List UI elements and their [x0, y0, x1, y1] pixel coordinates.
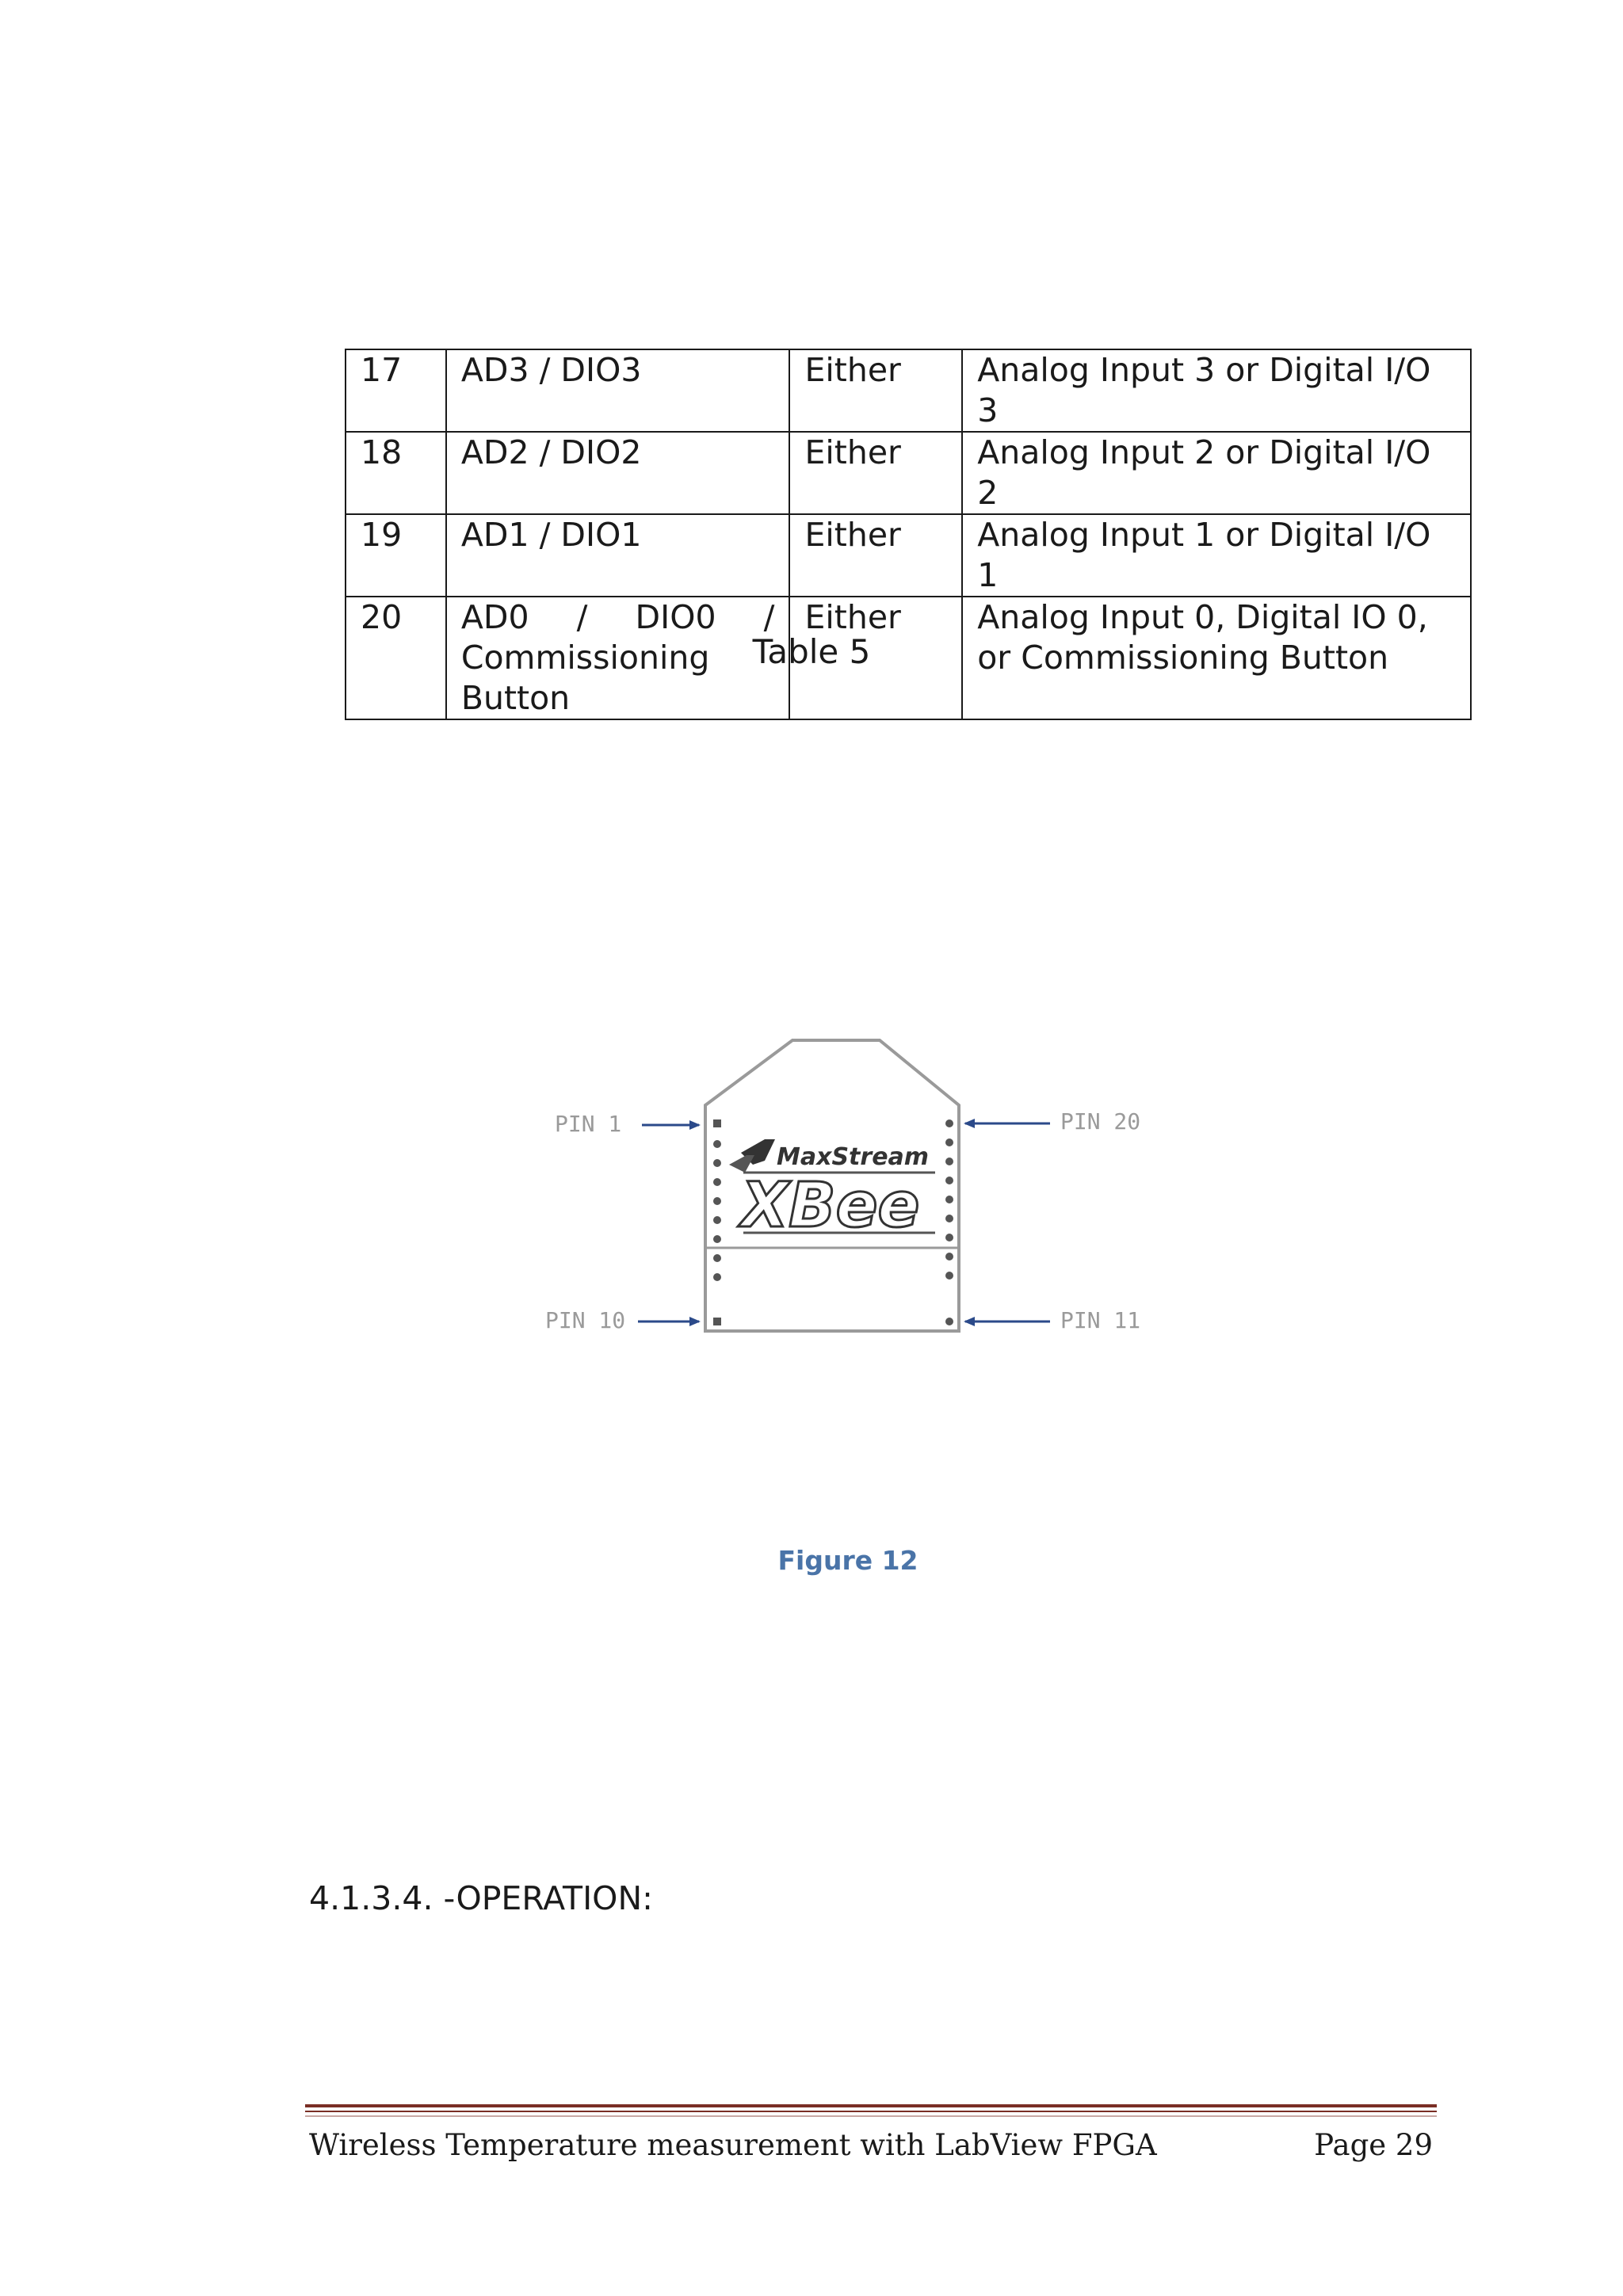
pin-number: 18 [346, 432, 446, 514]
pin11-label: PIN 11 [1060, 1307, 1141, 1333]
pin1-arrow-head [689, 1120, 701, 1130]
logo-product-text: XBee [741, 1170, 920, 1241]
figure-caption: Figure 12 [777, 1545, 918, 1576]
pin-name: AD3 / DIO3 [446, 349, 790, 432]
section-heading: 4.1.3.4. -OPERATION: [309, 1879, 653, 1917]
footer-rule [305, 2111, 1437, 2112]
logo-brand-text: MaxStream [777, 1143, 930, 1171]
pin-direction: Either [789, 349, 962, 432]
table-caption: Table 5 [752, 632, 871, 671]
footer-title: Wireless Temperature measurement with LabView FPGA [309, 2128, 1157, 2162]
maxstream-logo [729, 1139, 935, 1241]
pin-number: 19 [346, 514, 446, 597]
pin10-arrow-head [689, 1317, 701, 1326]
xbee-pinout-figure [491, 1014, 1205, 1394]
pin-name: AD2 / DIO2 [446, 432, 790, 514]
pin-description: Analog Input 3 or Digital I/O 3 [962, 349, 1471, 432]
pin11-arrow-head [964, 1317, 975, 1326]
pin-description: Analog Input 1 or Digital I/O 1 [962, 514, 1471, 597]
table-row [346, 514, 1471, 597]
table-row [346, 349, 1471, 432]
pin-name: AD1 / DIO1 [446, 514, 790, 597]
pin-direction: Either [789, 514, 962, 597]
pin1-label: PIN 1 [555, 1111, 622, 1137]
pin-direction: Either [789, 597, 962, 719]
pin-direction: Either [789, 432, 962, 514]
footer-rule [305, 2104, 1437, 2107]
pin20-arrow-head [964, 1119, 975, 1128]
footer-page-number: Page 29 [1314, 2128, 1433, 2162]
pin20-label: PIN 20 [1060, 1108, 1141, 1135]
pin10-label: PIN 10 [545, 1307, 626, 1333]
pin-name: AD0 / DIO0 / Commissioning Button [446, 597, 790, 719]
pin-number: 17 [346, 349, 446, 432]
pin-description: Analog Input 2 or Digital I/O 2 [962, 432, 1471, 514]
table-row [346, 432, 1471, 514]
footer-rule [305, 2115, 1437, 2117]
pin-description: Analog Input 0, Digital IO 0, or Commissioning Button [962, 597, 1471, 719]
pin-number: 20 [346, 597, 446, 719]
